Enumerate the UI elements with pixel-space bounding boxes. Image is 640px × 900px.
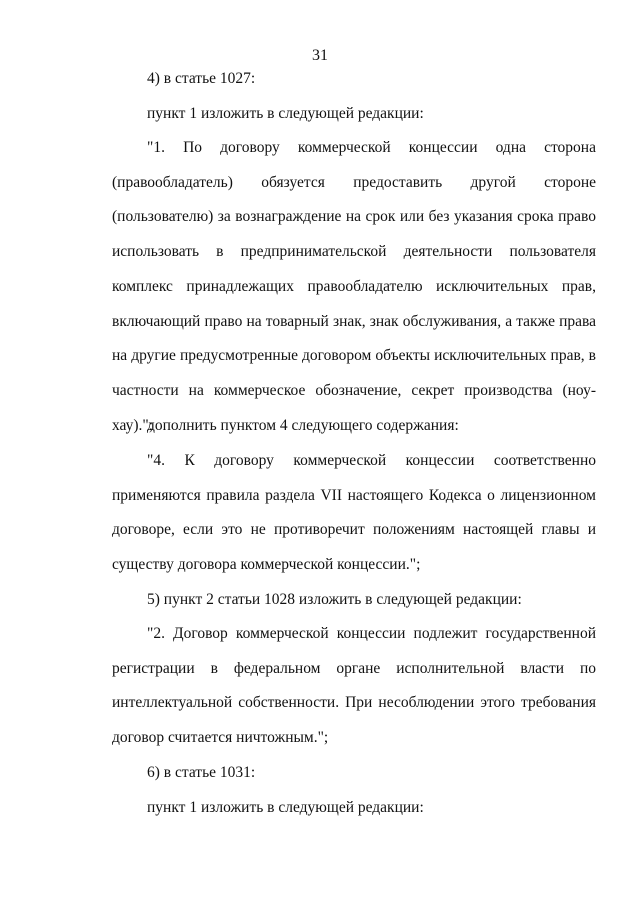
paragraph-item-1-intro: пункт 1 изложить в следующей редакции: — [147, 105, 424, 122]
paragraph-item-2-text: "2. Договор коммерческой концессии подлежит государственной регистрации в федеральном органе исполнительной власти по интеллектуальной собственности. При несоблюдении этого требования договор считается ничтожным."; — [112, 625, 596, 747]
paragraph-item-4-text: "4. К договору коммерческой концессии соответственно применяются правила раздела VII настоящего Кодекса о лицензионном договоре, если это не противоречит положениям настоящей главы и существу договора коммерческой концессии."; — [112, 452, 596, 574]
paragraph-article-1027: 4) в статье 1027: — [147, 70, 256, 87]
paragraph-item-1-text: "1. По договору коммерческой концессии одна сторона (правообладатель) обязуется предоставить другой стороне (пользователю) за вознаграждение на срок или без указания срока право использовать в предпринимательской деятельности пользователя комплекс принадлежащих правообладателю исключительных прав, включающий право на товарный знак, знак обслуживания, а также права на другие предусмотренные договором объекты исключительных прав, в частности на коммерческое обозначение, секрет производства (ноу-хау)."; — [112, 139, 596, 434]
paragraph-item-1-intro-1031: пункт 1 изложить в следующей редакции: — [147, 799, 424, 816]
page-number: 31 — [312, 47, 328, 64]
paragraph-article-1031: 6) в статье 1031: — [147, 764, 256, 781]
paragraph-item-4-intro: дополнить пунктом 4 следующего содержания: — [147, 417, 459, 434]
paragraph-article-1028: 5) пункт 2 статьи 1028 изложить в следующей редакции: — [147, 591, 522, 608]
